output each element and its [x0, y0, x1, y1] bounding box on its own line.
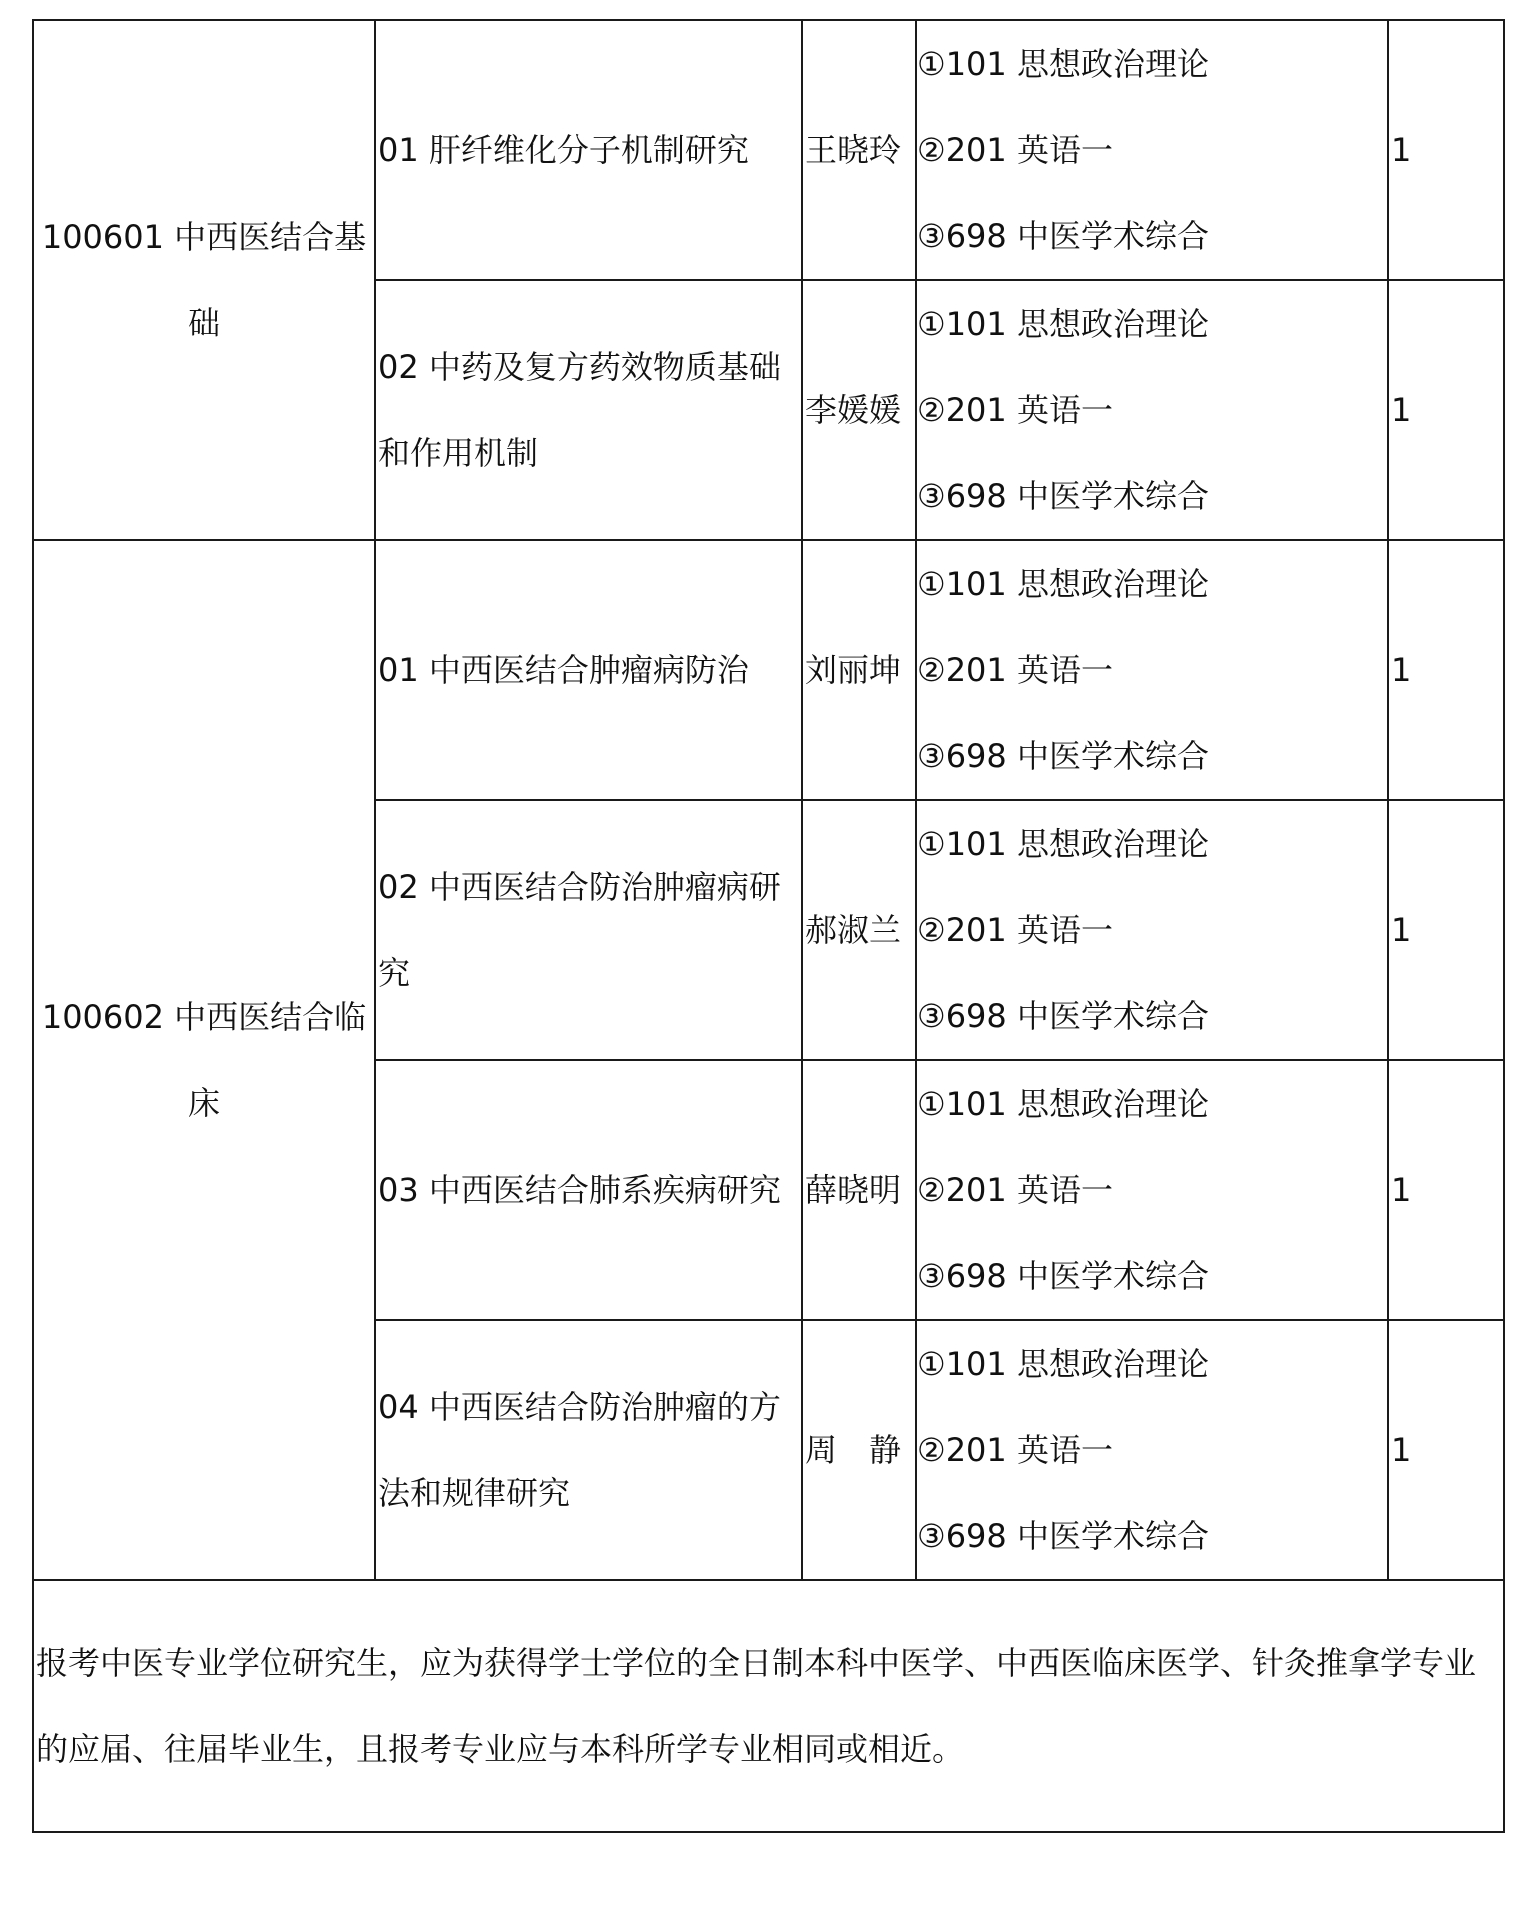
- direction-cell: [375, 1320, 802, 1580]
- admission-note: 报考中医专业学位研究生，应为获得学士学位的全日制本科中医学、中西医临床医学、针灸推拿学专业的应届、往届毕业生，且报考专业应与本科所学专业相同或相近。: [36, 1644, 1477, 1768]
- exam-subject: ①101 思想政治理论: [917, 565, 1209, 603]
- exam-subject: ③698 中医学术综合: [917, 997, 1209, 1035]
- exam-subject: ③698 中医学术综合: [917, 1517, 1209, 1555]
- exam-subject: ②201 英语一: [917, 131, 1113, 169]
- count-cell: [1388, 800, 1504, 1060]
- advisor-name: 王晓玲: [805, 131, 902, 169]
- enrollment-count: 1: [1391, 1431, 1412, 1469]
- exam-cell: [916, 20, 1388, 280]
- direction-name: 01 中西医结合肿瘤病防治: [378, 651, 749, 689]
- exam-subject: ②201 英语一: [917, 651, 1113, 689]
- exam-subject: ②201 英语一: [917, 1431, 1113, 1469]
- direction-name: 04 中西医结合防治肿瘤的方法和规律研究: [378, 1388, 781, 1512]
- exam-subject: ①101 思想政治理论: [917, 825, 1209, 863]
- note-row: [33, 1580, 1504, 1832]
- advisor-cell: [802, 800, 916, 1060]
- direction-name: 03 中西医结合肺系疾病研究: [378, 1171, 781, 1209]
- advisor-cell: [802, 280, 916, 540]
- direction-cell: [375, 800, 802, 1060]
- direction-name: 02 中西医结合防治肿瘤病研究: [378, 868, 781, 992]
- count-cell: [1388, 20, 1504, 280]
- advisor-name: 周 静: [805, 1431, 902, 1469]
- exam-subject: ②201 英语一: [917, 1171, 1113, 1209]
- direction-name: 01 肝纤维化分子机制研究: [378, 131, 749, 169]
- enrollment-count: 1: [1391, 651, 1412, 689]
- count-cell: [1388, 1320, 1504, 1580]
- enrollment-count: 1: [1391, 131, 1412, 169]
- advisor-cell: [802, 1060, 916, 1320]
- exam-subject: ①101 思想政治理论: [917, 45, 1209, 83]
- exam-subject: ②201 英语一: [917, 391, 1113, 429]
- direction-name: 02 中药及复方药效物质基础和作用机制: [378, 348, 781, 472]
- exam-subject: ①101 思想政治理论: [917, 305, 1209, 343]
- count-cell: [1388, 1060, 1504, 1320]
- exam-subject: ①101 思想政治理论: [917, 1345, 1209, 1383]
- note-cell: [33, 1580, 1504, 1832]
- major-name: 100601 中西医结合基础: [41, 218, 367, 342]
- exam-cell: [916, 800, 1388, 1060]
- advisor-name: 李媛媛: [805, 391, 902, 429]
- exam-cell: [916, 1320, 1388, 1580]
- exam-cell: [916, 1060, 1388, 1320]
- table-row: [33, 540, 1504, 800]
- exam-cell: [916, 540, 1388, 800]
- enrollment-count: 1: [1391, 391, 1412, 429]
- advisor-cell: [802, 20, 916, 280]
- major-cell: [33, 20, 375, 540]
- advisor-name: 刘丽坤: [805, 651, 902, 689]
- exam-subject: ③698 中医学术综合: [917, 737, 1209, 775]
- enrollment-count: 1: [1391, 1171, 1412, 1209]
- exam-subject: ③698 中医学术综合: [917, 477, 1209, 515]
- direction-cell: [375, 20, 802, 280]
- exam-subject: ①101 思想政治理论: [917, 1085, 1209, 1123]
- exam-cell: [916, 280, 1388, 540]
- major-name: 100602 中西医结合临床: [41, 998, 367, 1122]
- advisor-name: 薛晓明: [805, 1171, 902, 1209]
- exam-subject: ②201 英语一: [917, 911, 1113, 949]
- major-cell: [33, 540, 375, 1580]
- advisor-cell: [802, 540, 916, 800]
- direction-cell: [375, 1060, 802, 1320]
- count-cell: [1388, 540, 1504, 800]
- count-cell: [1388, 280, 1504, 540]
- table-row: [33, 20, 1504, 280]
- exam-subject: ③698 中医学术综合: [917, 217, 1209, 255]
- advisor-name: 郝淑兰: [805, 911, 902, 949]
- direction-cell: [375, 540, 802, 800]
- enrollment-table: [32, 19, 1505, 1833]
- direction-cell: [375, 280, 802, 540]
- enrollment-count: 1: [1391, 911, 1412, 949]
- exam-subject: ③698 中医学术综合: [917, 1257, 1209, 1295]
- advisor-cell: [802, 1320, 916, 1580]
